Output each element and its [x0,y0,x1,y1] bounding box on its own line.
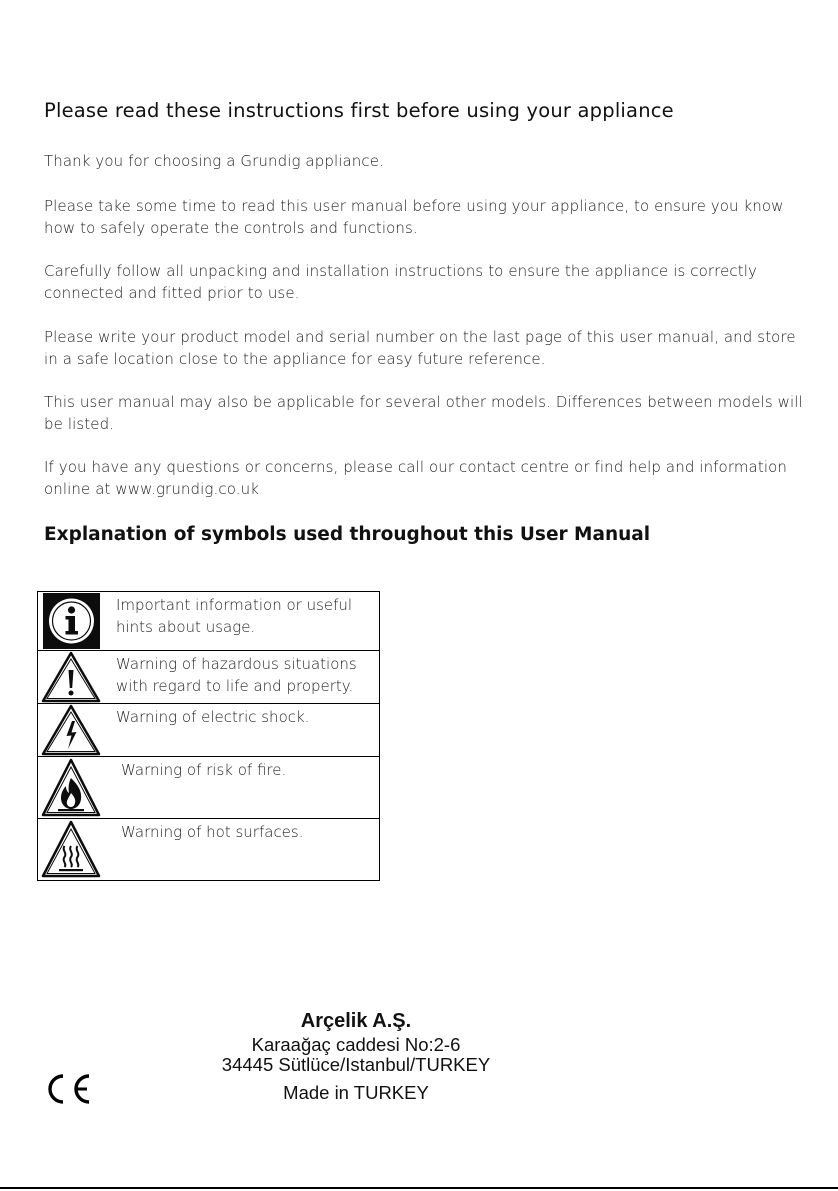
symbol-text-hazard: Warning of hazardous situations with regard to life and property. [116,655,357,695]
unpacking-paragraph: Carefully follow all unpacking and installation instructions to ensure the appliance is correctly connected and fitted prior to use. [44,262,757,302]
symbol-text-electric: Warning of electric shock. [116,708,310,726]
symbol-text-hot: Warning of hot surfaces. [121,823,304,841]
electric-shock-icon [41,704,101,756]
contact-paragraph: If you have any questions or concerns, please call our contact centre or find help and information online at www.grundig.co.uk [44,458,787,498]
warning-exclamation-icon [41,651,101,703]
symbol-row-info [38,592,379,651]
info-icon [41,593,101,649]
model-serial-paragraph: Please write your product model and serial number on the last page of this user manual, and store in a safe location close to the appliance for easy future reference. [44,328,796,368]
hot-surface-icon [41,820,101,878]
intro-paragraph: Thank you for choosing a Grundig appliance. [44,152,384,170]
made-in-label: Made in TURKEY [283,1082,429,1103]
manufacturer-city: 34445 Sütlüce/Istanbul/TURKEY [221,1054,491,1075]
manufacturer-name: Arçelik A.Ş. [300,1010,412,1032]
symbol-text-fire: Warning of risk of fire. [121,761,287,779]
read-manual-paragraph: Please take some time to read this user manual before using your appliance, to ensure you know how to safely operate the controls and functions. [44,197,784,237]
other-models-paragraph: This user manual may also be applicable for several other models. Differences between models will be listed. [44,393,803,433]
manufacturer-street: Karaağaç caddesi No:2-6 [251,1034,461,1055]
page-bottom-rule [0,1187,838,1189]
symbol-row-electric [38,704,379,757]
symbol-text-info: Important information or useful hints about usage. [116,596,353,636]
symbols-heading: Explanation of symbols used throughout this User Manual [44,524,651,545]
symbol-row-fire [38,757,379,819]
symbol-row-hot [38,819,379,880]
fire-icon [41,758,101,818]
page-heading: Please read these instructions first before using your appliance [44,99,674,122]
symbols-table [37,591,380,881]
ce-mark-icon [44,1072,94,1106]
symbol-row-hazard [38,651,379,704]
